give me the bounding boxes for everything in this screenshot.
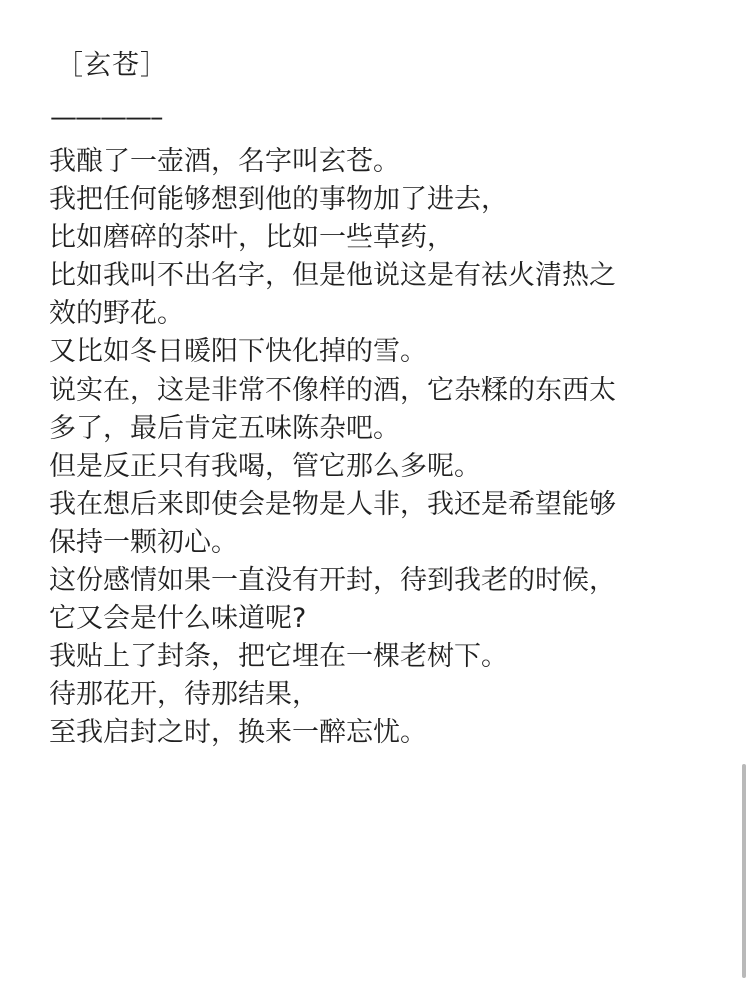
poem-line: 至我启封之时，换来一醉忘忧。	[49, 717, 427, 749]
poem-title: ［玄苍］	[56, 50, 168, 81]
vertical-scrollbar[interactable]	[742, 764, 746, 978]
poem-line: 但是反正只有我喝，管它那么多呢。	[49, 450, 481, 482]
poem-line: 多了，最后肯定五味陈杂吧。	[49, 412, 400, 444]
poem-line: 我酿了一壶酒，名字叫玄苍。	[49, 146, 400, 177]
poem-line: 说实在，这是非常不像样的酒，它杂糅的东西太	[49, 374, 616, 406]
poem-line: 我贴上了封条，把它埋在一棵老树下。	[49, 641, 508, 673]
poem-line: 又比如冬日暖阳下快化掉的雪。	[49, 336, 427, 368]
poem-line: 它又会是什么味道呢?	[49, 603, 307, 635]
poem-body	[49, 143, 709, 753]
poem-line: 比如磨碎的茶叶，比如一些草药，	[49, 222, 454, 254]
poem-line: 效的野花。	[49, 298, 184, 330]
poem-line: 我在想后来即使会是物是人非，我还是希望能够	[49, 488, 616, 520]
poem-line: 保持一颗初心。	[49, 526, 238, 558]
poem-line: 比如我叫不出名字，但是他说这是有祛火清热之	[49, 260, 616, 292]
title-divider: ————–	[50, 102, 162, 133]
poem-line: 这份感情如果一直没有开封，待到我老的时候，	[49, 565, 616, 597]
poem-line: 待那花开，待那结果，	[49, 679, 319, 711]
poem-line: 我把任何能够想到他的事物加了进去，	[49, 184, 508, 216]
